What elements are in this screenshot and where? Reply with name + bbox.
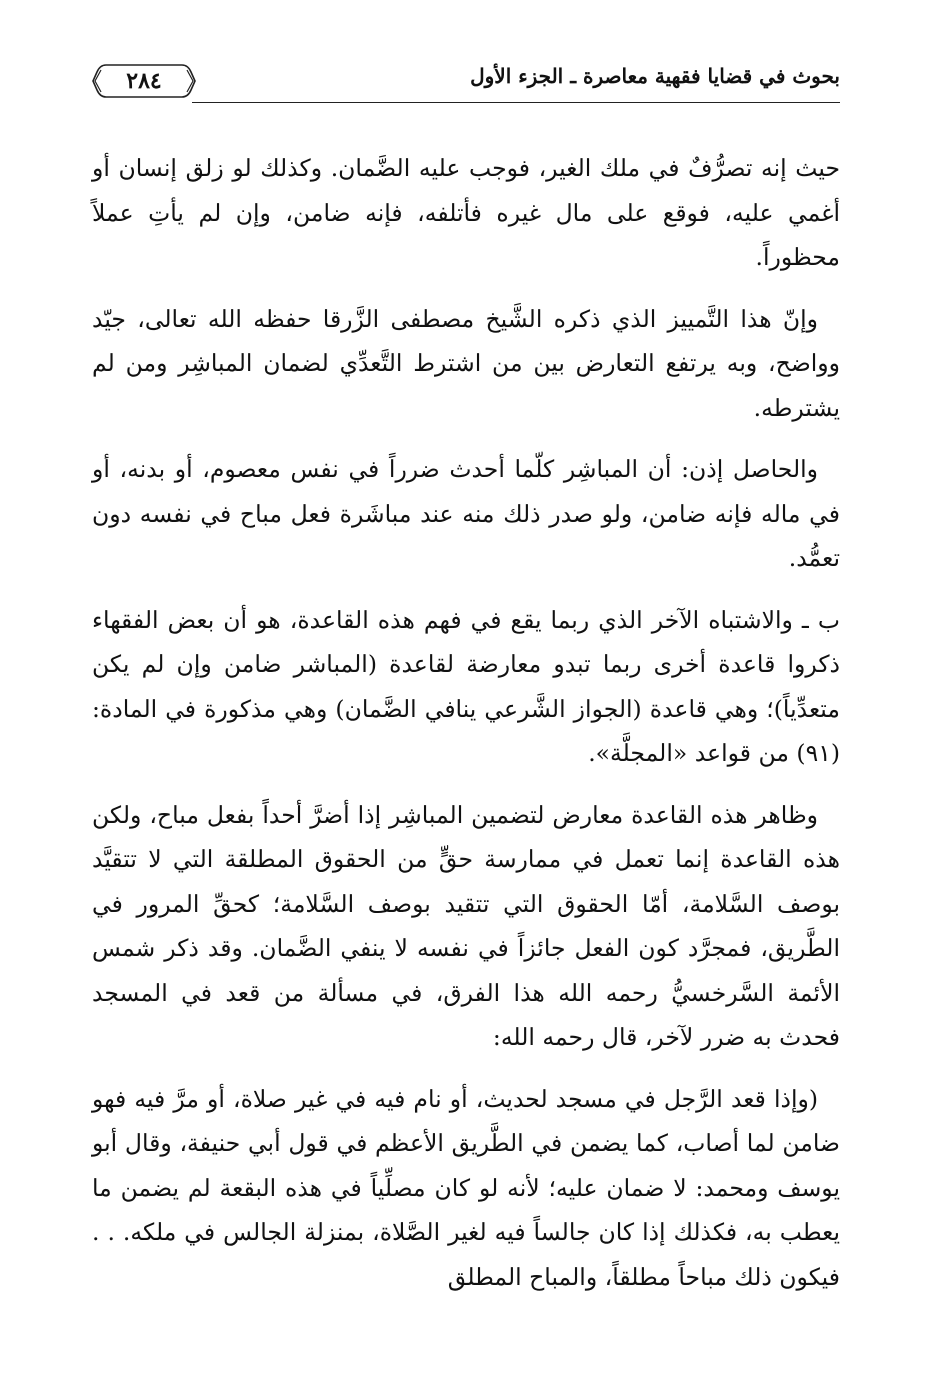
paragraph-rule-explanation: وظاهر هذه القاعدة معارض لتضمين المباشِر إذا أضرَّ أحداً بفعل مباح، ولكن هذه القاعدة إنما تعمل في ممارسة حقٍّ من الحقوق المطلقة التي لا تتقيَّد بوصف السَّلامة، أمّا الحقوق التي تتقيد بوصف السَّلامة؛ كحقِّ المرور في الطَّريق، فمجرَّد كون الفعل جائزاً في نفسه لا ينفي الضَّمان. وقد ذكر شمس الأئمة السَّرخسيُّ رحمه الله هذا الفرق، في مسألة من قعد في المسجد فحدث به ضرر لآخر، قال رحمه الله: (92, 800, 840, 1051)
paragraph-sarakhsi-quote: (وإذا قعد الرَّجل في مسجد لحديث، أو نام فيه في غير صلاة، أو مرَّ فيه فهو ضامن لما أصاب، كما يضمن في الطَّريق الأعظم في قول أبي حنيفة، وقال أبو يوسف ومحمد: لا ضمان عليه؛ لأنه لو كان مصلِّياً في هذه البقعة لم يضمن ما يعطب به، فكذلك إذا كان جالساً فيه لغير الصَّلاة، بمنزلة الجالس في ملكه. . . فيكون ذلك مباحاً مطلقاً، والمباح المطلق (92, 1084, 840, 1291)
page-number: ٢٨٤ (126, 68, 162, 94)
paragraph-conclusion: والحاصل إذن: أن المباشِر كلّما أحدث ضرراً في نفس معصوم، أو بدنه، أو في ماله فإنه ضامن، ولو صدر ذلك منه عند مباشَرة فعل مباح في نفسه دون تعمُّد. (92, 455, 840, 572)
running-header (92, 62, 840, 106)
paragraph-continuation: حيث إنه تصرُّفٌ في ملك الغير، فوجب عليه الضَّمان. وكذلك لو زلق إنسان أو أغمي عليه، فوقع على مال غيره فأتلفه، فإنه ضامن، وإن لم يأتِ عملاً محظوراً. (92, 154, 840, 271)
page-number-ornament (92, 62, 196, 100)
paragraph-zarqa-distinction: وإنّ هذا التَّمييز الذي ذكره الشَّيخ مصطفى الزَّرقا حفظه الله تعالى، جيّد وواضح، وبه يرتفع التعارض بين من اشترط التَّعدِّي لضمان المباشِر ومن لم يشترطه. (92, 304, 840, 422)
book-title: بحوث في قضايا فقهية معاصرة ـ الجزء الأول (470, 64, 840, 88)
page-body-text (92, 146, 840, 1316)
header-divider (192, 102, 840, 103)
paragraph-second-confusion: ب ـ والاشتباه الآخر الذي ربما يقع في فهم هذه القاعدة، هو أن بعض الفقهاء ذكروا قاعدة أخرى ربما تبدو معارضة لقاعدة (المباشر ضامن وإن لم يكن متعدِّياً)؛ وهي قاعدة (الجواز الشَّرعي ينافي الضَّمان) وهي مذكورة في المادة: (٩١) من قواعد «المجلَّة». (92, 605, 840, 767)
